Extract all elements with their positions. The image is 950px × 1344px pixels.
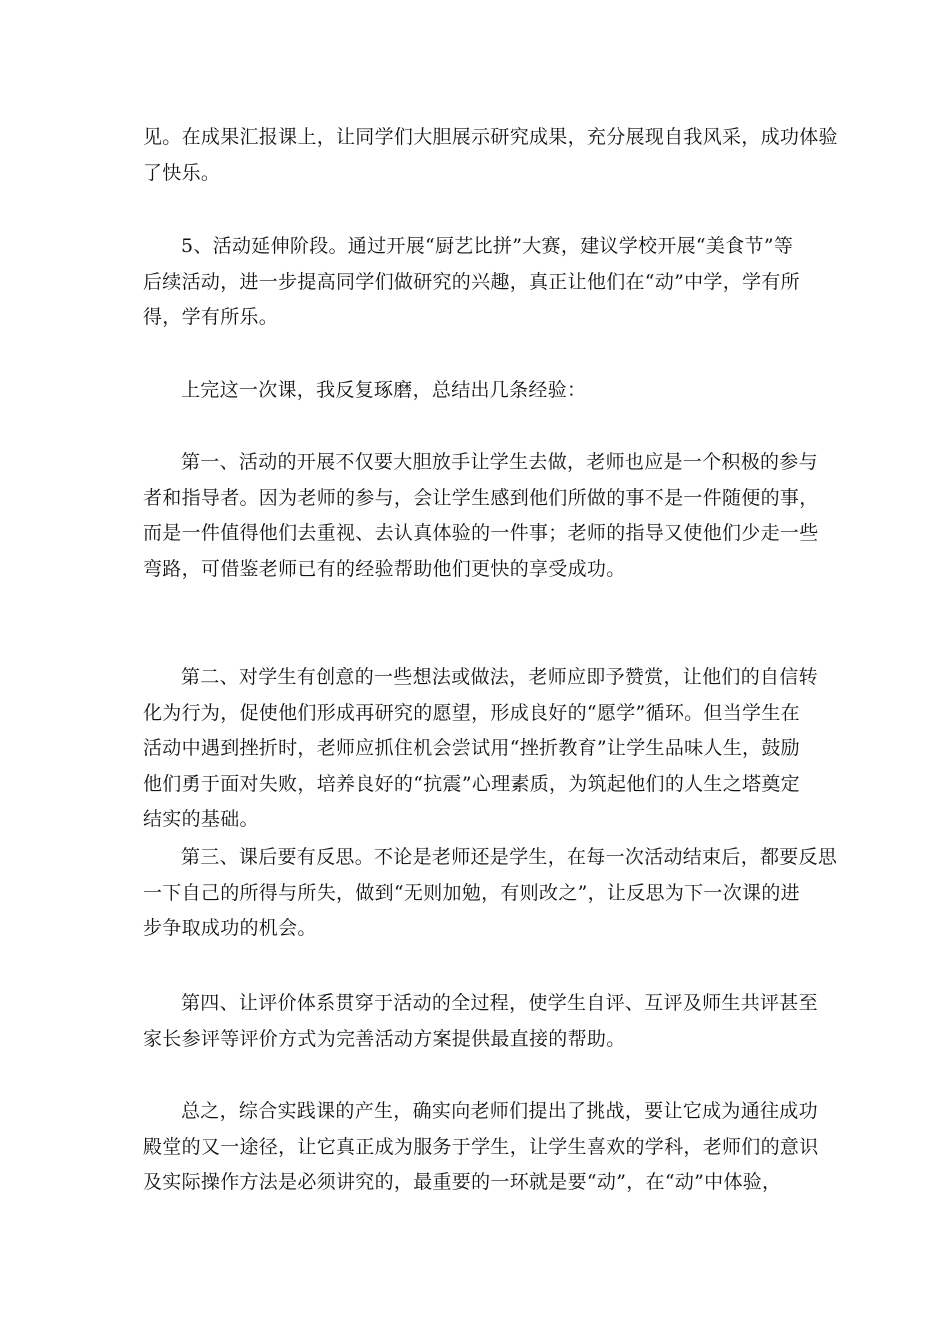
paragraph-lesson-second [143, 660, 818, 838]
text-line: 他们勇于面对失败，培养良好的“抗震”心理素质，为筑起他们的人生之塔奠定 [143, 772, 800, 795]
text-line: 第三、课后要有反思。不论是老师还是学生，在每一次活动结束后，都要反思 [181, 846, 838, 868]
text-line: 上完这一次课，我反复琢磨，总结出几条经验： [181, 379, 587, 401]
text-line: 第二、对学生有创意的一些想法或做法，老师应即予赞赏，让他们的自信转 [181, 666, 818, 688]
text-line: 5、活动延伸阶段。通过开展“厨艺比拼”大赛，建议学校开展“美食节”等 [181, 235, 794, 257]
text-line: 步争取成功的机会。 [143, 917, 317, 939]
text-line: 第一、活动的开展不仅要大胆放手让学生去做，老师也应是一个积极的参与 [181, 451, 818, 473]
text-line: 得，学有所乐。 [143, 306, 279, 328]
text-line: 弯路，可借鉴老师已有的经验帮助他们更快的享受成功。 [143, 557, 626, 580]
paragraph-lesson-fourth [143, 986, 818, 1057]
text-line: 而是一件值得他们去重视、去认真体验的一件事；老师的指导又使他们少走一些 [143, 522, 819, 544]
text-line: 活动中遇到挫折时，老师应抓住机会尝试用“挫折教育”让学生品味人生，鼓励 [143, 737, 800, 759]
text-line: 殿堂的又一途径，让它真正成为服务于学生，让学生喜欢的学科，老师们的意识 [143, 1135, 819, 1158]
text-line: 了快乐。 [143, 161, 221, 184]
paragraph-activity-extension [143, 229, 808, 336]
text-line: 总之，综合实践课的产生，确实向老师们提出了挑战，要让它成为通往成功 [181, 1100, 818, 1122]
text-line: 第四、让评价体系贯穿于活动的全过程，使学生自评、互评及师生共评甚至 [181, 992, 818, 1014]
text-line: 者和指导者。因为老师的参与，会让学生感到他们所做的事不是一件随便的事， [143, 486, 819, 509]
text-line: 化为行为，促使他们形成再研究的愿望，形成良好的“愿学”循环。但当学生在 [143, 701, 800, 724]
paragraph-continuation [143, 120, 838, 191]
paragraph-lesson-first [143, 445, 819, 587]
text-line: 结实的基础。 [143, 808, 259, 830]
paragraph-conclusion [143, 1094, 819, 1201]
text-line: 家长参评等评价方式为完善活动方案提供最直接的帮助。 [143, 1027, 626, 1050]
paragraph-lesson-third [143, 840, 838, 947]
text-line: 后续活动，进一步提高同学们做研究的兴趣，真正让他们在“动”中学，学有所 [143, 270, 800, 293]
text-line: 及实际操作方法是必须讲究的，最重要的一环就是要“动”，在“动”中体验， [143, 1171, 782, 1193]
text-line: 一下自己的所得与所失，做到“无则加勉，有则改之”，让反思为下一次课的进 [143, 881, 800, 904]
paragraph-summary-intro [143, 373, 808, 409]
text-line: 见。在成果汇报课上，让同学们大胆展示研究成果，充分展现自我风采，成功体验 [143, 126, 838, 148]
